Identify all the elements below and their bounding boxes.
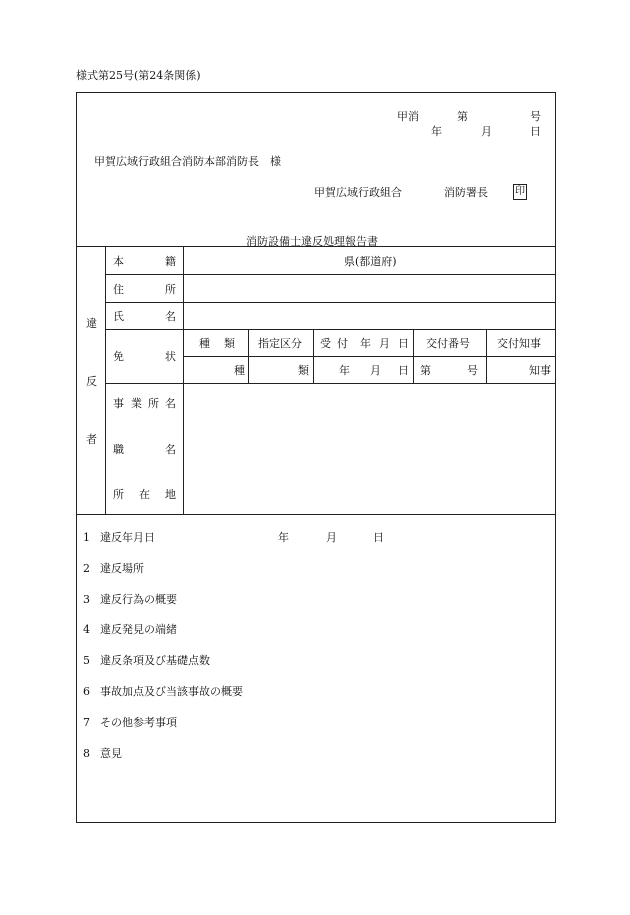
sender-org: 甲賀広域行政組合	[314, 186, 402, 199]
item-label: 意見	[100, 747, 122, 760]
label-jigyosho: 名	[165, 397, 176, 410]
license-value-rui: 類	[298, 364, 309, 377]
label-menkyo: 状	[165, 350, 176, 363]
doc-number-prefix: 甲消	[397, 110, 419, 123]
label-jusho: 住	[113, 283, 124, 296]
label-shoku: 職	[113, 443, 124, 456]
item-label: 違反場所	[100, 562, 144, 575]
label-shozaichi: 所	[113, 488, 124, 501]
addressee: 甲賀広域行政組合消防本部消防長 様	[94, 155, 281, 168]
item-number: 2	[83, 562, 90, 575]
license-header-kofu-no: 交付番号	[426, 337, 470, 350]
item-label: その他参考事項	[100, 716, 177, 729]
date-year: 年	[431, 125, 442, 138]
item-number: 7	[83, 716, 90, 729]
license-header-shurui: 類	[224, 337, 235, 350]
label-jusho: 所	[165, 283, 176, 296]
label-honseki: 本	[113, 255, 124, 268]
item-number: 5	[83, 654, 90, 667]
license-value-month: 月	[370, 364, 381, 377]
label-shozaichi: 地	[165, 488, 176, 501]
license-value-chiji: 知事	[529, 364, 551, 377]
doc-number-go: 号	[530, 110, 541, 123]
report-form-frame	[76, 92, 556, 823]
table-top-line	[76, 246, 556, 247]
license-value-go: 号	[467, 364, 478, 377]
license-header-date: 受	[320, 337, 331, 350]
group-label-char: 違	[86, 317, 97, 330]
license-col-line	[413, 329, 414, 383]
license-header-date: 月	[379, 337, 390, 350]
item-number: 1	[83, 531, 90, 544]
license-value-shu: 種	[234, 364, 245, 377]
label-shozaichi: 在	[139, 488, 150, 501]
license-header-date: 日	[398, 337, 409, 350]
license-col-line	[486, 329, 487, 383]
violation-year: 年	[278, 531, 289, 544]
seal-mark: 印	[513, 184, 527, 200]
violation-day: 日	[373, 531, 384, 544]
label-jigyosho: 事	[113, 397, 124, 410]
item-label: 事故加点及び当該事故の概要	[100, 685, 243, 698]
row-line	[105, 383, 556, 384]
label-menkyo: 免	[113, 350, 124, 363]
date-day: 日	[530, 125, 541, 138]
item-label: 違反発見の端緒	[100, 623, 177, 636]
label-jigyosho: 業	[131, 397, 142, 410]
license-value-year: 年	[339, 364, 350, 377]
license-value-day: 日	[398, 364, 409, 377]
item-number: 6	[83, 685, 90, 698]
row-line	[105, 274, 556, 275]
label-shimei: 氏	[113, 310, 124, 323]
label-divider	[183, 246, 184, 514]
license-header-date: 付	[337, 337, 348, 350]
item-label: 違反年月日	[100, 531, 155, 544]
label-honseki: 籍	[165, 255, 176, 268]
item-label: 違反条項及び基礎点数	[100, 654, 210, 667]
group-label-char: 反	[86, 375, 97, 388]
license-header-shitei: 指定区分	[258, 337, 302, 350]
license-header-chiji: 交付知事	[497, 337, 541, 350]
table-bottom-line	[76, 514, 556, 515]
group-label-char: 者	[86, 433, 97, 446]
item-number: 3	[83, 593, 90, 606]
item-number: 8	[83, 747, 90, 760]
license-header-date: 年	[360, 337, 371, 350]
row-line	[105, 329, 556, 330]
item-number: 4	[83, 623, 90, 636]
sender-title: 消防署長	[444, 186, 488, 199]
group-divider	[105, 246, 106, 514]
violation-month: 月	[326, 531, 337, 544]
label-jigyosho: 所	[148, 397, 159, 410]
report-title: 消防設備士違反処理報告書	[246, 235, 378, 248]
label-shoku: 名	[165, 443, 176, 456]
label-shimei: 名	[165, 310, 176, 323]
license-header-shurui: 種	[199, 337, 210, 350]
license-mid-line	[183, 356, 556, 357]
item-label: 違反行為の概要	[100, 593, 177, 606]
license-value-dai: 第	[420, 364, 431, 377]
value-honseki: 県(都道府)	[344, 255, 397, 268]
row-line	[105, 302, 556, 303]
license-col-line	[248, 329, 249, 383]
form-number-label: 様式第25号(第24条関係)	[76, 69, 201, 82]
license-col-line	[313, 329, 314, 383]
doc-number-dai: 第	[457, 110, 468, 123]
date-month: 月	[481, 125, 492, 138]
